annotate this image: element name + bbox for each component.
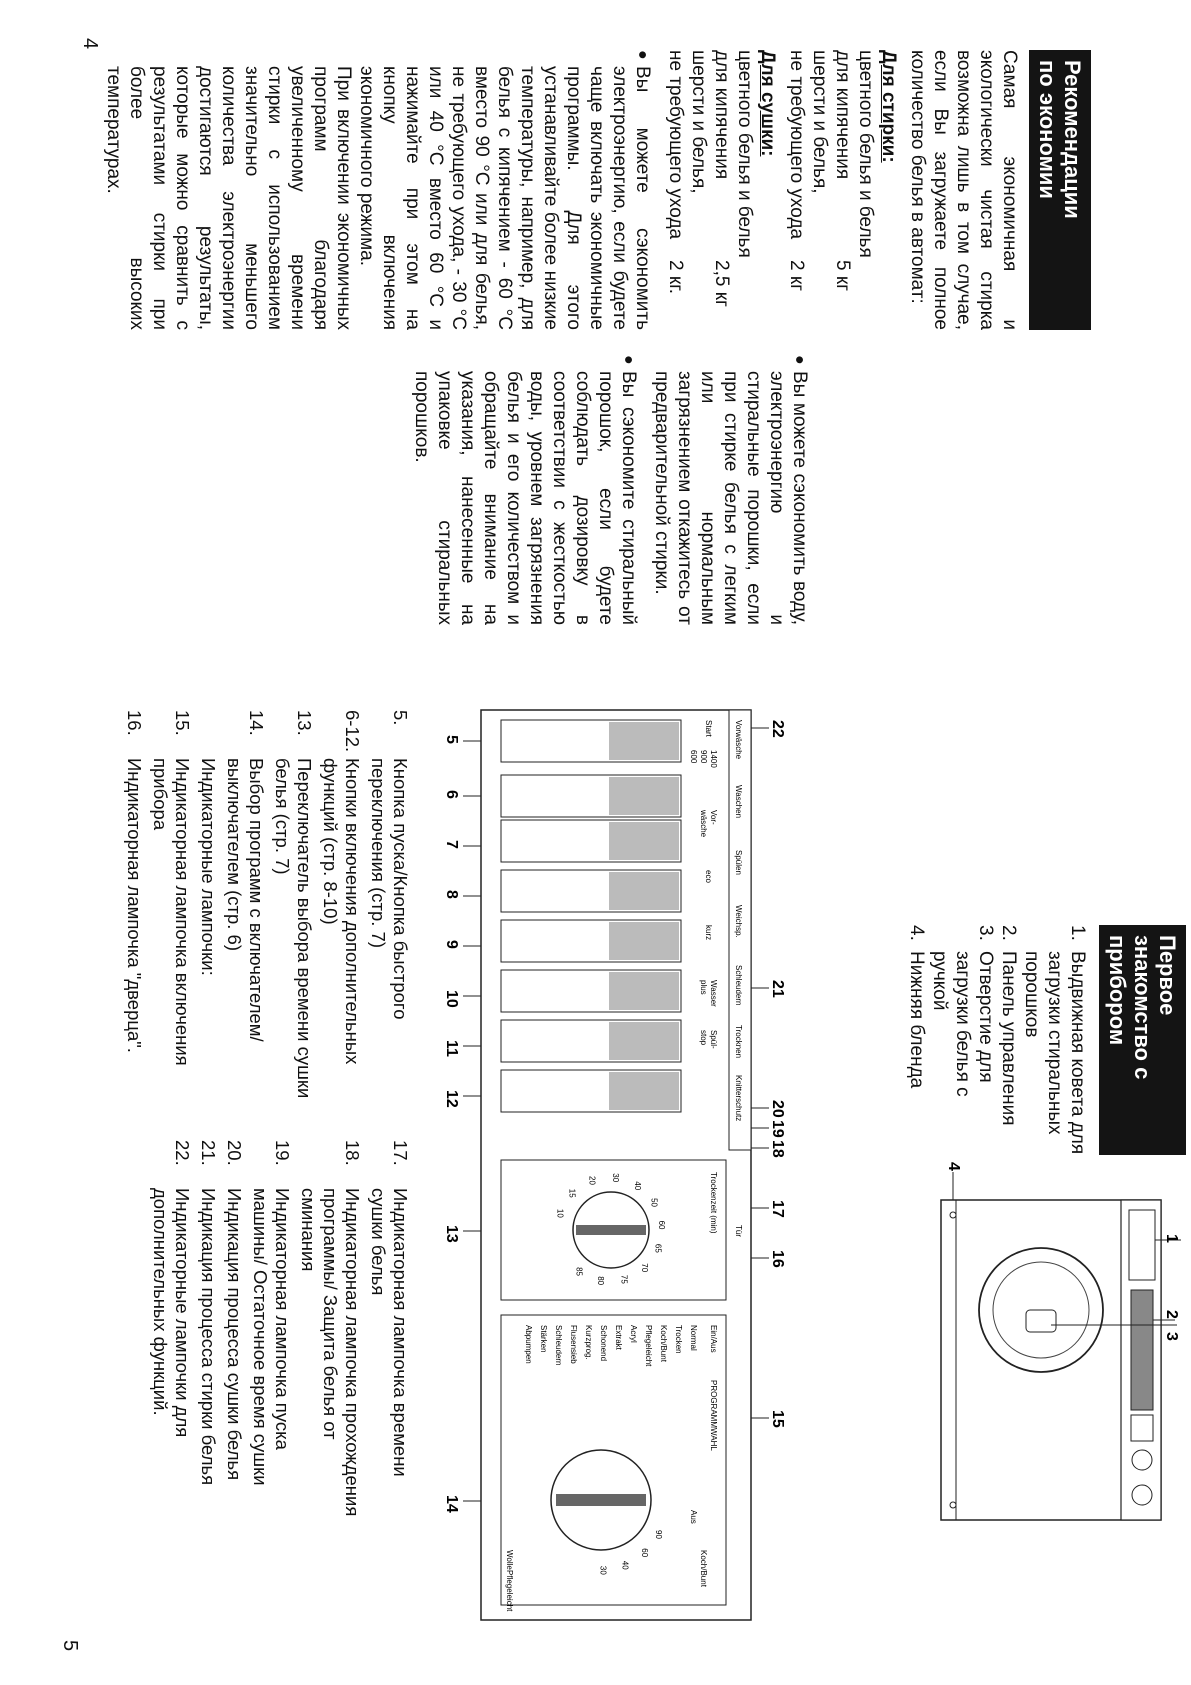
bullet-dot-icon: ● [791,355,808,365]
panel-callout-5: 5 [443,735,460,744]
rinsestop-label-a: Spül- [709,1030,718,1049]
panel-callout-17: 17 [769,1200,786,1218]
panel-callout-16: 16 [769,1250,786,1268]
parts-list-item: 2. Панель управления [998,925,1019,1126]
program-list-item: Normal [689,1325,698,1351]
dry-time-tick: 70 [640,1263,650,1273]
parts-list-item: 1. Выдвижная ковета для загрузки стиральных порошков [1021,925,1088,1155]
panel-callouts-top [751,720,786,1428]
first-look-banner: Первое знакомство с прибором [1099,925,1186,1155]
start-label: Start [704,720,713,737]
legend-item: 19. Индикаторная лампочка пуска машины/ Остаточное время сушки [250,1140,293,1486]
program-temp-label: 90 [653,1530,663,1539]
dry-row-label: для кипячения [711,50,732,180]
panel-push-button-shade [609,1072,679,1110]
program-list-item: Acryl [629,1325,638,1343]
program-title: PROGRAMMWAHL [709,1380,718,1451]
economy-banner [1029,50,1091,330]
wash-row-label: цветного белья и белья [855,50,876,258]
program-list-item: Schonend [599,1325,608,1362]
machine-callout-3: 3 [1163,1332,1180,1341]
left-page-bullets-2 [410,355,821,625]
parts-list [905,925,1089,1155]
program-list-item: Kurzprog. [584,1325,593,1360]
panel-callout-9: 9 [443,940,460,949]
legend-right [145,1140,411,1520]
machine-callout-1: 1 [1163,1234,1180,1243]
dry-row [733,50,756,330]
program-easycare-label: Pflegeleicht [505,1570,514,1612]
wash-row [854,50,877,330]
parts-list-item: 3. Отверстие для загрузки белья с ручкой [929,925,996,1097]
control-panel-drawing [441,680,791,1640]
prewash-button-label-b: wäsche [699,810,708,838]
rpm-900: 900 [699,750,708,764]
panel-callouts-bottom [443,735,481,1513]
bullet-prewash-text: Вы можете сэкономить воду, электроэнергию и стиральные порошки, если при стирке белья с легким или нормальным загрязнением откажитесь от предварительной стирки. [651,371,810,625]
left-page-text [102,50,1091,330]
onoff-label: Ein/Aus [709,1325,718,1353]
economy-intro: Самая экономичная и экологически чистая стирка возможна лишь в том случае, если Вы загружаете полное количество белья в автомат: [907,50,1020,330]
dry-row [664,50,687,330]
dry-time-tick: 50 [649,1198,659,1208]
dry-time-tick: 30 [610,1173,620,1183]
legend-item: 21. Индикация процесса стирки белья [198,1140,219,1486]
legend-item: 13. Переключатель выбора времени сушки белья (стр. 7) [272,710,315,1099]
wash-row [808,50,831,330]
program-list-item: Trocken [674,1325,683,1354]
panel-callout-14: 14 [443,1495,460,1513]
prewash-button-label-a: Vor- [709,810,718,825]
wash-row-value [854,260,877,330]
panel-callout-7: 7 [443,840,460,849]
indicator-wash: Waschen [734,785,743,819]
economy-banner-line1: Рекомендации [1060,60,1085,219]
bullet-prewash [650,355,811,625]
wash-row [831,50,854,330]
dry-row-value: 2,5 кг [711,260,732,307]
legend-item: 17. Индикаторная лампочка времени сушки белья [368,1140,411,1477]
bullet-dot-icon: ● [620,355,637,365]
dry-row [687,50,710,330]
panel-callout-13: 13 [443,1225,460,1243]
panel-callout-21: 21 [769,980,786,998]
wash-heading: Для стирки: [878,50,899,163]
bullet-dot-icon: ● [634,50,651,60]
wash-rows [785,50,877,330]
dry-time-tick: 60 [656,1220,666,1230]
dry-row-value [733,260,756,330]
dry-time-tick: 10 [555,1208,565,1218]
dry-time-tick: 75 [619,1274,629,1284]
legend-item: 15. Индикаторная лампочка включения прибора [150,710,193,1066]
dry-row-label: не требующего ухода [665,50,686,240]
dry-heading: Для сушки: [757,50,778,157]
bullet-dosage [410,355,640,625]
waterplus-label-a: Wasser [709,980,718,1007]
right-page-intro [905,925,1186,1155]
wash-row-value: 5 кг [832,260,853,292]
washing-machine-drawing [921,1160,1181,1560]
page-number-left: 4 [79,38,101,50]
program-list-item: Flusensieb [569,1325,578,1364]
legend-item: 5. Кнопка пуска/Кнопка быстрого переключения (стр. 7) [368,710,411,1020]
wash-row [785,50,808,330]
dry-row-value: 2 кг. [665,260,686,295]
rinsestop-label-b: stop [699,1030,708,1046]
bullet-energy-text-b: При включении экономичных программ благодаря увеличенному времени стирки с использованием значительно меньшего количества электроэнергии достигаются результаты, которые можно сравнить с результатами стирки при более высоких температурах. [103,66,354,330]
wash-row-value [808,260,831,330]
wash-row-value: 2 кг [786,260,807,292]
indicator-spin: Schleudern [734,965,743,1006]
panel-push-button-shade [609,1022,679,1060]
dry-time-tick: 40 [633,1181,643,1191]
dry-row [710,50,733,330]
panel-callout-18: 18 [769,1140,786,1158]
program-off-label: Aus [689,1510,698,1524]
panel-callout-6: 6 [443,790,460,799]
panel-callout-10: 10 [443,990,460,1008]
rpm-600: 600 [689,750,698,764]
panel-push-button-shade [609,872,679,910]
page-number-right: 5 [59,1640,81,1652]
panel-push-button-shade [609,777,679,815]
panel-push-button-shade [609,922,679,960]
rpm-1400: 1400 [709,750,718,768]
legend-item: 22. Индикаторные лампочки для дополнительных функций. [150,1140,193,1438]
program-wool-label: Wolle [505,1550,514,1570]
program-temp-label: 60 [640,1548,649,1558]
dry-time-tick: 80 [596,1276,606,1286]
short-button-label: kurz [704,925,713,941]
program-list-item: Abpumpen [524,1325,533,1364]
dry-time-title: Trockenzeit (min) [709,1172,718,1234]
panel-push-button-shade [609,722,679,760]
indicator-door: Tür [734,1225,743,1237]
program-list-item: Schleudern [554,1325,563,1366]
dry-row-label: цветного белья и белья [734,50,755,258]
wash-row-label: не требующего ухода [786,50,807,240]
legend-left [119,710,411,1130]
legend-item: 16. Индикаторная лампочка "дверца". [124,710,145,1053]
bullet-dosage-text: Вы сэкономите стиральный порошок, если будете соблюдать дозировку в соответствии с жесткостью воды, уровнем загрязнения белья и его количеством и обращайте внимание на указания, нанесенные на упаковке стиральных порошков. [411,371,639,625]
legend-item: 6-12. Кнопки включения дополнительных функций (стр. 8-10) [320,710,363,1065]
indicator-prewash: Vorwäsche [734,720,743,760]
panel-callout-15: 15 [769,1410,786,1428]
dry-rows [664,50,756,330]
legend-item: Индикаторные лампочки: [198,758,219,976]
program-temp-label: 30 [598,1565,608,1575]
indicator-dry: Trocknen [734,1025,743,1059]
program-list-item: Extrakt [614,1325,623,1350]
dry-time-tick: 15 [567,1188,577,1198]
program-temp-label: 40 [620,1560,630,1570]
machine-callout-2: 2 [1163,1310,1180,1319]
panel-callout-12: 12 [443,1090,460,1108]
indicator-rinse: Spülen [734,850,743,875]
wash-row-label: шерсти и белья, [809,50,830,194]
panel-callout-20: 20 [769,1100,786,1118]
parts-list-item: 4. Нижняя бленда [906,925,927,1089]
dry-row-value [687,260,710,330]
legend-item: 20. Индикация процесса сушки белья [224,1140,245,1481]
indicator-softener: Weichsp. [734,905,743,938]
panel-push-button-shade [609,972,679,1010]
detergent-drawer [1129,1210,1155,1280]
program-koch-label: Koch/Bunt [699,1550,708,1587]
dry-time-tick: 65 [653,1243,663,1253]
legend-item: 14. Выбор программ с включателем/выключателем (стр. 6) [224,710,267,1042]
bullet-energy-text-a: Вы можете сэкономить электроэнергию, если будете чаще включать экономичные программы. Для этого устанавливайте более низкие температуры, например, для белья с кипячением - 60 °С вместо 90 °С или для белья, не требующего ухода, - 30 °С или 40 °С вместо 60 °С и нажимайте при этом на кнопку включения экономичного режима. [356,66,653,330]
legend-item: 18. Индикаторная лампочка прохождения программы/ Защита белья от сминания [298,1140,363,1517]
panel-callout-22: 22 [769,720,786,738]
panel-callout-11: 11 [443,1040,460,1057]
waterplus-label-b: plus [699,980,708,995]
wash-row-label: для кипячения [832,50,853,180]
dry-row-label: шерсти и белья, [688,50,709,194]
program-list-item: Koch/Bunt [659,1325,668,1362]
dry-time-tick: 85 [574,1267,584,1277]
panel-callout-19: 19 [769,1120,786,1138]
program-dial-knob[interactable] [556,1494,646,1506]
panel-push-button-shade [609,822,679,860]
dry-time-dial-knob[interactable] [576,1225,646,1235]
program-list-item: Pflegeleicht [644,1325,653,1367]
dry-time-tick: 20 [587,1176,597,1185]
indicator-crease-guard: Knitterschutz [734,1075,743,1122]
panel-callout-8: 8 [443,890,460,899]
economy-banner-line2: по экономии [1035,60,1060,199]
door-handle [1026,1310,1056,1332]
program-list-item: Stärken [539,1325,548,1353]
machine-callout-4: 4 [945,1162,962,1171]
bullet-energy [102,50,654,330]
eco-button-label: eco [704,870,713,883]
